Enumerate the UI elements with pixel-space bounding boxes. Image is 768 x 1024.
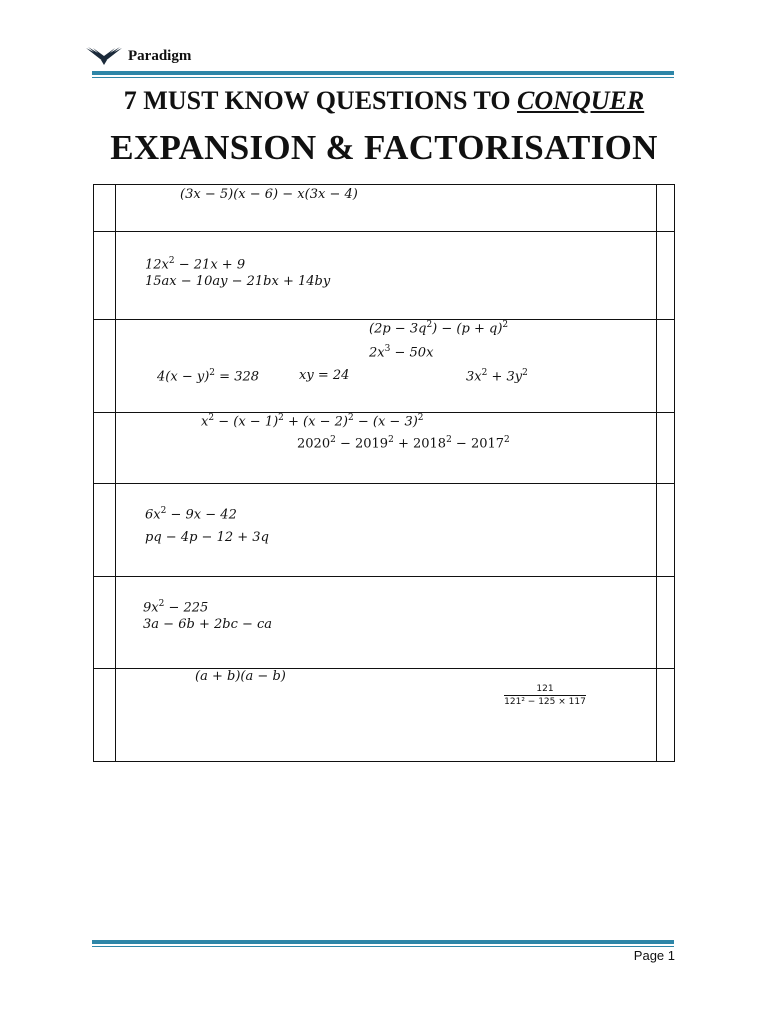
question-row-5 [93, 483, 675, 576]
question-row-7 [93, 668, 675, 762]
expression: pq − 4p − 12 + 3q [145, 530, 269, 545]
expression: $2x^3 - 50x$ [369, 344, 434, 361]
page-title [0, 86, 768, 116]
question-row-1 [93, 184, 675, 231]
expression: $6x^2 - 9x - 42$ [145, 506, 237, 523]
title-prefix: 7 MUST KNOW QUESTIONS TO [123, 86, 518, 115]
header-rule [92, 71, 674, 78]
expression: $12x^2 - 21x + 9$ [145, 256, 246, 273]
footer-rule [92, 940, 674, 947]
eagle-wings-icon [84, 46, 124, 66]
expression: $9x^2 - 225$ [143, 599, 209, 616]
fraction-numerator: 121 [504, 683, 586, 696]
title-emphasis: CONQUER [517, 86, 645, 115]
question-row-2 [93, 231, 675, 319]
expression: (3x − 5)(x − 6) − x(3x − 4) [180, 187, 358, 202]
expression: 3a − 6b + 2bc − ca [143, 617, 273, 632]
expression: $2020^2 - 2019^2 + 2018^2 - 2017^2$ [297, 435, 510, 452]
fraction-expression [504, 683, 586, 708]
question-row-4 [93, 412, 675, 483]
expression: $4(x - y)^2 = 328$ [157, 368, 260, 385]
page-subtitle: EXPANSION & FACTORISATION [110, 128, 658, 167]
page-number: Page 1 [633, 948, 675, 963]
expression: 15ax − 10ay − 21bx + 14by [145, 274, 331, 289]
expression: $(2p - 3q^2) - (p + q)^2$ [369, 320, 509, 337]
question-row-3 [93, 319, 675, 412]
question-table [93, 184, 675, 762]
expression: xy = 24 [299, 368, 350, 383]
expression: (a + b)(a − b) [195, 669, 286, 684]
expression: $3x^2 + 3y^2$ [466, 368, 528, 385]
brand-logo [84, 46, 191, 66]
fraction-denominator: 121² − 125 × 117 [504, 697, 586, 707]
brand-name: Paradigm [128, 47, 192, 64]
question-row-6 [93, 576, 675, 668]
expression: $x^2 - (x - 1)^2 + (x - 2)^2 - (x - 3)^2$ [201, 413, 424, 430]
